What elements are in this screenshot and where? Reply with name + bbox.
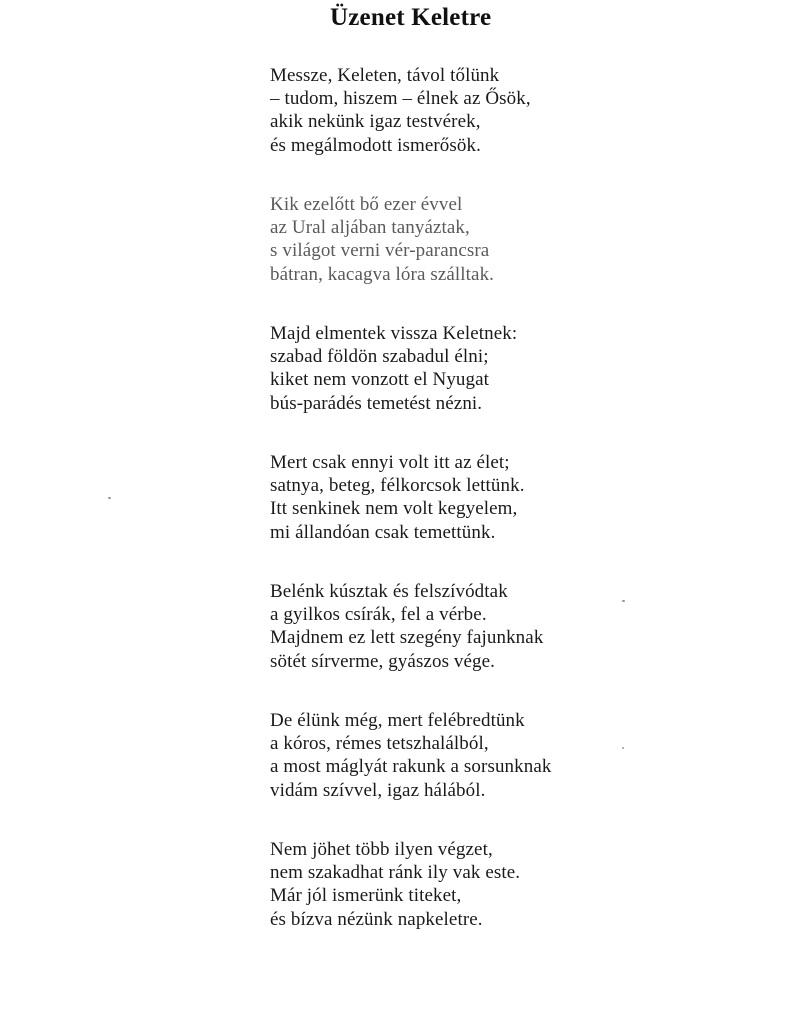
poem-line: szabad földön szabadul élni;	[270, 346, 489, 368]
poem-line: De élünk még, mert felébredtünk	[270, 710, 525, 731]
poem-line: Majdnem ez lett szegény fajunknak	[270, 627, 544, 649]
poem-line: bús-parádés temetést nézni.	[270, 392, 483, 414]
poem-line: – tudom, hiszem – élnek az Ősök,	[270, 88, 531, 110]
stanza-4	[270, 451, 770, 561]
poem-line: a kóros, rémes tetszhalálból,	[270, 733, 489, 755]
scan-speck	[622, 747, 624, 749]
stanza-5	[270, 580, 770, 690]
poem-line: sötét sírverme, gyászos vége.	[270, 650, 496, 672]
poem-line: és megálmodott ismerősök.	[270, 134, 481, 156]
poem-line: a gyilkos csírák, fel a vérbe.	[270, 604, 487, 626]
poem-line: mi állandóan csak temettünk.	[270, 521, 496, 543]
poem-line: akik nekünk igaz testvérek,	[270, 111, 481, 133]
scan-speck	[108, 497, 111, 499]
poem-line: a most máglyát rakunk a sorsunknak	[270, 756, 552, 778]
poem-line: kiket nem vonzott el Nyugat	[270, 369, 490, 391]
poem-line: Mert csak ennyi volt itt az élet;	[270, 452, 510, 473]
poem-line: Nem jöhet több ilyen végzet,	[270, 839, 493, 860]
poem-line: nem szakadhat ránk ily vak este.	[270, 862, 521, 884]
poem-line: s világot verni vér-parancsra	[270, 240, 490, 262]
poem-line: satnya, beteg, félkorcsok lettünk.	[270, 475, 525, 497]
poem-line: Már jól ismerünk titeket,	[270, 885, 462, 907]
poem-line: Belénk kúsztak és felszívódtak	[270, 581, 508, 602]
stanza-7	[270, 838, 770, 948]
poem-line: Kik ezelőtt bő ezer évvel	[270, 194, 463, 215]
stanza-1	[270, 64, 770, 174]
poem-title: Üzenet Keletre	[330, 4, 492, 31]
stanza-2	[270, 193, 770, 303]
poem-line: az Ural aljában tanyáztak,	[270, 217, 470, 239]
poem-line: és bízva nézünk napkeletre.	[270, 908, 483, 930]
poem-line: Messze, Keleten, távol tőlünk	[270, 65, 500, 86]
poem-line: bátran, kacagva lóra szálltak.	[270, 263, 495, 285]
scan-speck	[622, 600, 625, 602]
stanza-3	[270, 322, 770, 432]
poem-body	[270, 64, 770, 967]
poem-line: Itt senkinek nem volt kegyelem,	[270, 498, 518, 520]
stanza-6	[270, 709, 770, 819]
poem-line: vidám szívvel, igaz hálából.	[270, 779, 486, 801]
poem-line: Majd elmentek vissza Keletnek:	[270, 323, 518, 344]
